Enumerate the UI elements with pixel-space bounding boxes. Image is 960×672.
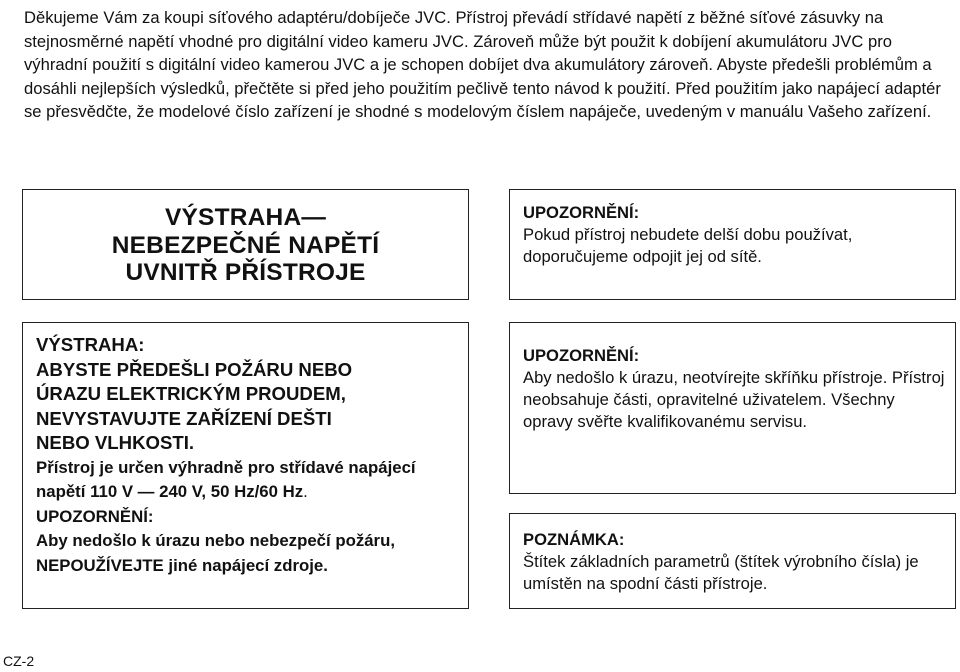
caution-text: Pokud přístroj nebudete delší dobu používat, doporučujeme odpojit jej od sítě. (523, 225, 853, 266)
danger-line-1: VÝSTRAHA— (164, 204, 327, 231)
caution-disconnect-box (509, 189, 956, 300)
voltage-text: Přístroj je určen výhradně pro střídavé napájecí napětí 110 V — 240 V, 50 Hz/60 Hz (36, 457, 416, 501)
warning-caution-heading: UPOZORNĚNÍ: (36, 506, 154, 526)
intro-paragraph: Děkujeme Vám za koupi síťového adaptéru/dobíječe JVC. Přístroj převádí střídavé napětí z běžné síťové zásuvky na stejnosměrné napětí vhodné pro digitální video kameru JVC. Zároveň může být použit k dobíjení akumulátoru JVC pro výhradní použití s digitální video kamerou JVC a je schopen dobíjet dva akumulátory zároveň. Abyste předešli problémům a dosáhli nejlepších výsledků, přečtěte si před jeho použitím pečlivě tento návod k použití. Před použitím jako napájecí adaptér se přesvědčte, že modelové číslo zařízení je shodné s modelovým číslem napáječe, uvedeným v manuálu Vašeho zařízení. (24, 8, 941, 121)
voltage-period: . (303, 482, 308, 501)
caution-heading: UPOZORNĚNÍ: (523, 346, 640, 365)
page-number: CZ-2 (3, 653, 35, 669)
note-box (509, 513, 956, 609)
note-heading: POZNÁMKA: (523, 530, 625, 549)
warning-fire-shock-box (22, 322, 469, 609)
warning-line-4: NEBO VLHKOSTI. (36, 432, 195, 453)
danger-line-2: NEBEZPEČNÉ NAPĚTÍ (111, 231, 380, 259)
warning-caution-text: Aby nedošlo k úrazu nebo nebezpečí požáru, NEPOUŽÍVEJTE jiné napájecí zdroje. (36, 531, 395, 575)
warning-line-2: ÚRAZU ELEKTRICKÝM PROUDEM, (36, 383, 346, 404)
note-text: Štítek základních parametrů (štítek výrobního čísla) je umístěn na spodní části přístroje. (523, 552, 919, 593)
caution-do-not-open-box (509, 322, 956, 494)
warning-line-3: NEVYSTAVUJTE ZAŘÍZENÍ DEŠTI (36, 407, 332, 429)
danger-voltage-box (22, 189, 469, 300)
caution-text: Aby nedošlo k úrazu, neotvírejte skříňku přístroje. Přístroj neobsahuje části, opravitelné uživatelem. Všechny opravy svěřte kvalifikovanému servisu. (523, 368, 945, 431)
voltage-requirement (36, 456, 458, 505)
warning-heading: VÝSTRAHA: (36, 334, 145, 355)
warning-line-1: ABYSTE PŘEDEŠLI POŽÁRU NEBO (36, 358, 353, 380)
danger-line-3: UVNITŘ PŘÍSTROJE (125, 259, 366, 286)
caution-heading: UPOZORNĚNÍ: (523, 203, 640, 222)
danger-title (23, 204, 468, 287)
